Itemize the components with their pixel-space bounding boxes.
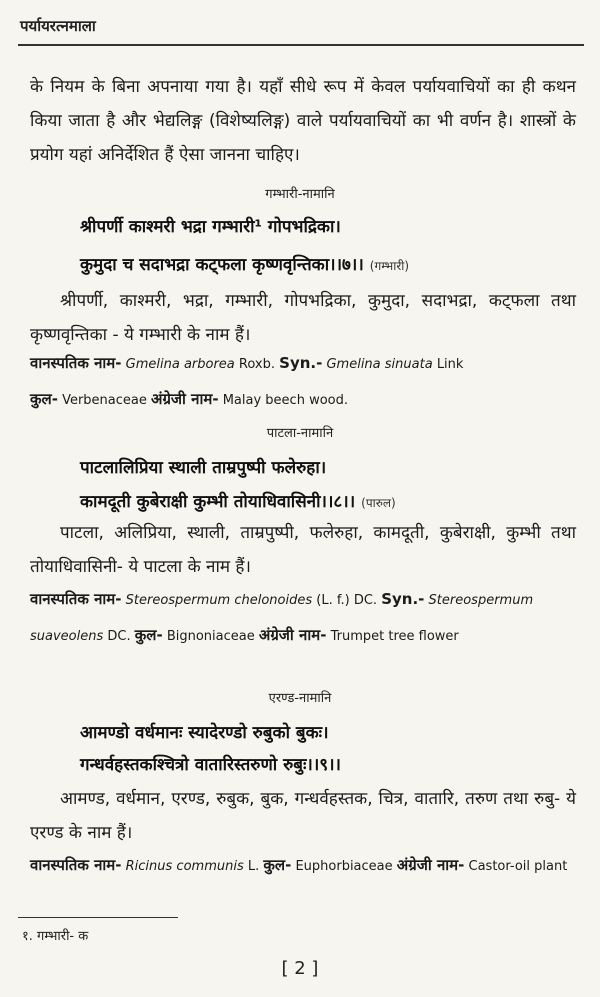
botanical-name: Stereospermum chelonoides	[125, 593, 313, 608]
botanical-info-gambhari	[30, 346, 580, 418]
verse-text: कुमुदा च सदाभद्रा कट्फला कृष्णवृन्तिका।।७।।	[80, 255, 364, 275]
verse-tag: (गम्भारी)	[369, 259, 410, 273]
verse-line-1: पाटलालिप्रिया स्थाली ताम्रपुष्पी फलेरुहा।	[80, 458, 327, 478]
verse-line-2: गन्धर्वहस्तकश्चित्रो वातारिस्तरुणो रुबुः।।९।।	[80, 755, 342, 775]
botanical-author: Roxb.	[238, 357, 275, 372]
family-label: कुल-	[30, 390, 58, 408]
family-name: Euphorbiaceae	[295, 859, 393, 874]
english-label: अंग्रेजी नाम-	[258, 626, 327, 644]
botanical-name: Ricinus communis	[125, 859, 244, 874]
botanical-info-eranda	[30, 848, 580, 884]
family-name: Verbenaceae	[62, 393, 147, 408]
synonym-label: Syn.-	[279, 354, 323, 372]
botanical-author: (L. f.) DC.	[316, 593, 378, 608]
running-head: पर्यायरत्नमाला	[20, 17, 96, 35]
botanical-name: Gmelina arborea	[125, 357, 235, 372]
english-name: Trumpet tree flower	[330, 629, 459, 644]
family-label: कुल-	[263, 856, 292, 874]
synonym-paragraph-patala: पाटला, अलिप्रिया, स्थाली, ताम्रपुष्पी, फलेरुहा, कामदूती, कुबेराक्षी, कुम्भी तथा तोयाधिवासिनी- ये पाटला के नाम हैं।	[30, 523, 576, 577]
english-name: Malay beech wood.	[222, 393, 348, 408]
intro-paragraph: के नियम के बिना अपनाया गया है। यहाँ सीधे रूप में केवल पर्यायवाचियों का ही कथन किया जाता है और भेद्यलिङ्ग (विशेष्यलिङ्ग) वाले पर्यायवाचियों का भी वर्णन है। शास्त्रों के प्रयोग यहां अनिर्देशित हैं ऐसा जानना चाहिए।	[30, 77, 576, 165]
english-label: अंग्रेजी नाम-	[396, 856, 465, 874]
synonym-name: Stereospermum suaveolens	[30, 593, 534, 644]
verse-line-2	[80, 489, 396, 512]
page-number: [ 2 ]	[281, 958, 319, 979]
verse-line-1: श्रीपर्णी काश्मरी भद्रा गम्भारी¹ गोपभद्रिका।	[80, 217, 341, 237]
english-name: Castor-oil plant	[468, 859, 568, 874]
verse-line-2	[80, 252, 409, 275]
botanical-info-patala	[30, 582, 580, 654]
synonym-label: Syn.-	[381, 590, 425, 608]
verse-tag: (पारुल)	[361, 496, 396, 510]
header-rule	[18, 44, 584, 46]
synonym-paragraph-gambhari: श्रीपर्णी, काश्मरी, भद्रा, गम्भारी, गोपभद्रिका, कुमुदा, सदाभद्रा, कट्फला तथा कृष्णवृन्तिका - ये गम्भारी के नाम हैं।	[30, 291, 576, 345]
english-label: अंग्रेजी नाम-	[151, 390, 219, 408]
section-heading-patala: पाटला-नामानि	[266, 426, 334, 441]
botanical-label: वानस्पतिक नाम-	[30, 590, 122, 608]
synonym-author: DC.	[107, 629, 131, 644]
family-name: Bignoniaceae	[166, 629, 255, 644]
botanical-label: वानस्पतिक नाम-	[30, 856, 122, 874]
synonym-author: Link	[436, 357, 464, 372]
footnote-rule	[18, 917, 178, 918]
verse-line-1: आमण्डो वर्धमानः स्यादेरण्डो रुबुको बुकः।	[80, 723, 329, 743]
footnote: १. गम्भारी- क	[22, 929, 89, 944]
synonym-name: Gmelina sinuata	[326, 357, 433, 372]
botanical-label: वानस्पतिक नाम-	[30, 354, 122, 372]
section-heading-eranda: एरण्ड-नामानि	[268, 691, 332, 706]
section-heading-gambhari: गम्भारी-नामानि	[265, 187, 335, 202]
botanical-author: L.	[247, 859, 260, 874]
synonym-paragraph-eranda: आमण्ड, वर्धमान, एरण्ड, रुबुक, बुक, गन्धर्वहस्तक, चित्र, वातारि, तरुण तथा रुबु- ये एरण्ड के नाम हैं।	[30, 789, 576, 843]
family-label: कुल-	[134, 626, 163, 644]
verse-text: कामदूती कुबेराक्षी कुम्भी तोयाधिवासिनी।।८।।	[80, 492, 356, 512]
